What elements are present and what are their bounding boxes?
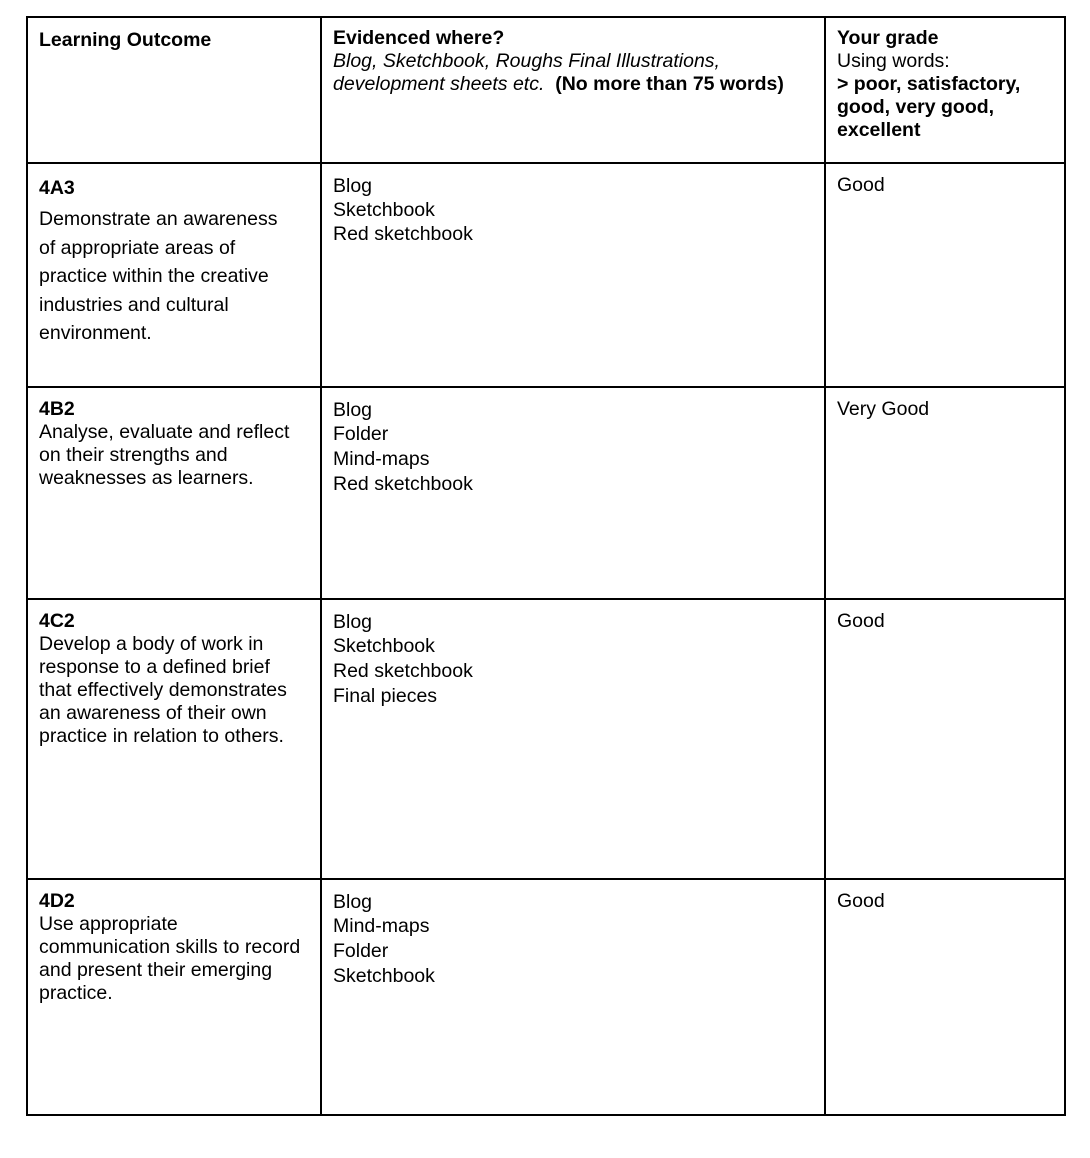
header-evidence-title: Evidenced where? <box>333 27 505 49</box>
header-grade-options-line1: > poor, satisfactory, <box>837 73 1021 95</box>
outcome-code: 4B2 <box>39 398 75 420</box>
header-evidence-word-limit: (No more than 75 words) <box>555 73 784 95</box>
outcome-description-line: Develop a body of work in <box>39 633 264 655</box>
header-evidence-hint-italic: development sheets etc. <box>333 73 545 95</box>
header-outcome-label: Learning Outcome <box>39 29 212 51</box>
learning-outcomes-table <box>26 16 1066 1116</box>
outcome-cell <box>27 599 321 879</box>
evidence-item: Sketchbook <box>333 965 435 987</box>
grade-value: Good <box>837 890 885 912</box>
evidence-item: Blog <box>333 611 373 633</box>
evidence-cell <box>321 163 825 387</box>
evidence-cell <box>321 879 825 1115</box>
outcome-description <box>39 205 310 348</box>
outcome-cell <box>27 879 321 1115</box>
outcome-description-line: environment. <box>39 322 152 344</box>
evidence-item: Final pieces <box>333 685 438 707</box>
outcome-description-line: and present their emerging <box>39 959 273 981</box>
outcome-description-line: on their strengths and <box>39 444 228 466</box>
table-row <box>27 387 1065 599</box>
header-cell-grade <box>825 17 1065 163</box>
evidence-item: Blog <box>333 891 373 913</box>
outcome-description-line: practice within the creative <box>39 265 269 287</box>
grade-value: Good <box>837 174 885 196</box>
evidence-item: Folder <box>333 423 389 445</box>
grade-cell <box>825 387 1065 599</box>
evidence-item: Red sketchbook <box>333 473 473 495</box>
header-grade-options-line2: good, very good, <box>837 96 995 118</box>
outcome-code: 4A3 <box>39 177 75 199</box>
table-header-row <box>27 17 1065 163</box>
grade-cell <box>825 163 1065 387</box>
grade-cell <box>825 879 1065 1115</box>
outcome-cell <box>27 163 321 387</box>
outcome-description-line: response to a defined brief <box>39 656 270 678</box>
header-grade-title: Your grade <box>837 27 939 49</box>
grade-value: Good <box>837 610 885 632</box>
header-grade-options-line3: excellent <box>837 119 921 141</box>
outcome-description-line: practice. <box>39 982 113 1004</box>
outcome-description-line: of appropriate areas of <box>39 236 236 259</box>
table-row <box>27 163 1065 387</box>
table-row <box>27 879 1065 1115</box>
outcome-description-line: that effectively demonstrates <box>39 679 287 701</box>
outcome-description-line: Demonstrate an awareness <box>39 208 278 230</box>
evidence-item: Sketchbook <box>333 199 435 221</box>
outcome-description-line: Analyse, evaluate and reflect <box>39 421 290 443</box>
evidence-item: Folder <box>333 940 389 962</box>
evidence-item: Mind-maps <box>333 448 430 470</box>
header-cell-evidence <box>321 17 825 163</box>
header-cell-outcome <box>27 17 321 163</box>
header-evidence-hint-line1: Blog, Sketchbook, Roughs Final Illustrations, <box>333 50 720 72</box>
outcome-description-line: industries and cultural <box>39 293 229 316</box>
outcome-description-line: an awareness of their own <box>39 702 267 724</box>
header-evidence-hint-line2 <box>333 73 814 96</box>
outcome-description-line: weaknesses as learners. <box>39 467 254 489</box>
outcome-description-line: practice in relation to others. <box>39 725 284 747</box>
evidence-item: Blog <box>333 175 373 197</box>
evidence-item: Blog <box>333 399 373 421</box>
evidence-cell <box>321 387 825 599</box>
grade-cell <box>825 599 1065 879</box>
evidence-item: Mind-maps <box>333 915 430 937</box>
evidence-item: Sketchbook <box>333 635 435 657</box>
outcome-description-line: Use appropriate <box>39 913 178 935</box>
outcome-description-line: communication skills to record <box>39 936 301 958</box>
evidence-item: Red sketchbook <box>333 223 473 245</box>
table-row <box>27 599 1065 879</box>
outcome-code: 4D2 <box>39 890 75 912</box>
evidence-cell <box>321 599 825 879</box>
grade-value: Very Good <box>837 398 930 420</box>
outcome-cell <box>27 387 321 599</box>
evidence-item: Red sketchbook <box>333 660 473 682</box>
outcome-code: 4C2 <box>39 610 75 632</box>
header-grade-instruction: Using words: <box>837 50 950 72</box>
